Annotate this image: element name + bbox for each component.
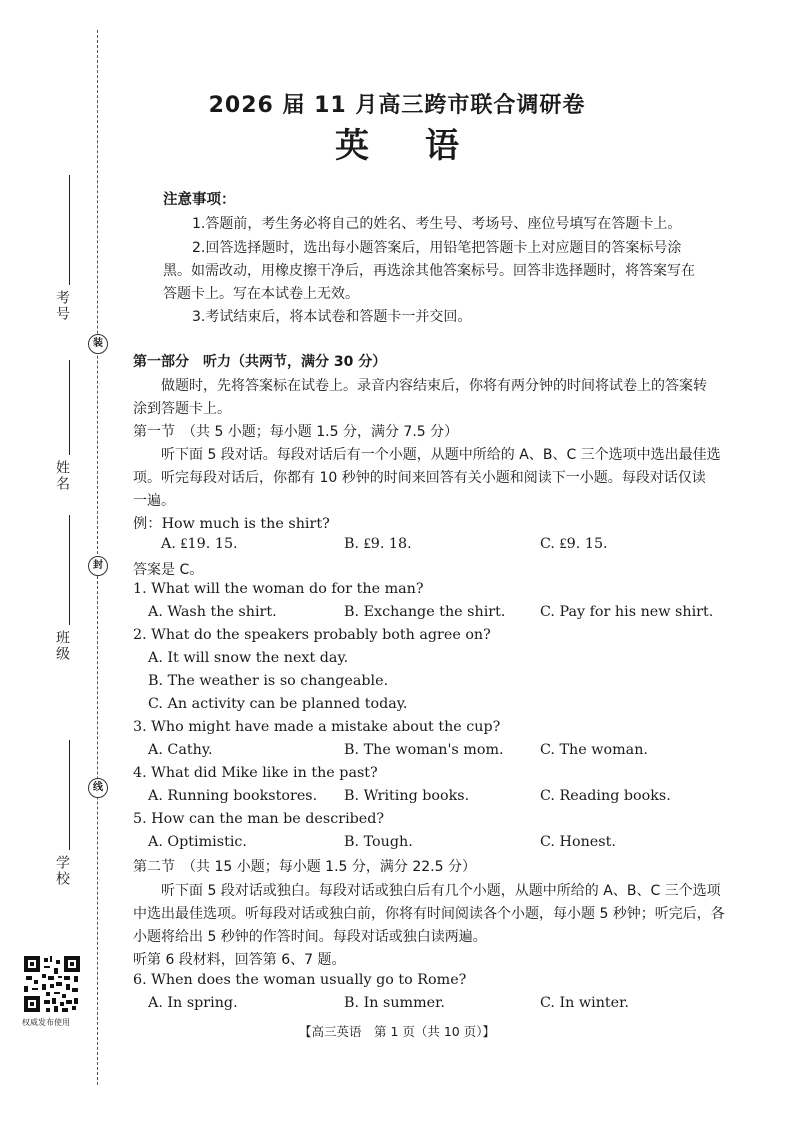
qr-caption: 权威发布使用 [22,1018,70,1027]
question-1: 1. What will the woman do for the man? [133,581,424,597]
notice-heading: 注意事项： [163,192,236,208]
q4-option-c: C. Reading books. [540,788,671,804]
q5-option-c: C. Honest. [540,834,616,850]
exam-number-label: 考号 [54,290,70,322]
name-label: 姓名 [54,460,70,492]
q2-option-a: A. It will snow the next day. [148,650,349,666]
exam-number-line [69,175,70,285]
part1-intro-line-1: 做题时，先将答案标在试卷上。录音内容结束后，你将有两分钟的时间将试卷上的答案转 [161,378,707,394]
section1-instructions-line-2: 项。听完每段对话后，你都有 10 秒钟的时间来回答有关小题和阅读下一小题。每段对话仅读 [133,470,706,486]
class-line [69,515,70,625]
section1-instructions-line-1: 听下面 5 段对话。每段对话后有一个小题，从题中所给的 A、B、C 三个选项中选出最佳选 [161,447,721,463]
part1-heading: 第一部分 听力（共两节，满分 30 分） [133,354,387,370]
q2-option-c: C. An activity can be planned today. [148,696,408,712]
subject-title: 英语 [335,126,515,166]
notice-item-2-line-2: 黑。如需改动，用橡皮擦干净后，再选涂其他答案标号。回答非选择题时，将答案写在 [163,263,695,279]
material-6-heading: 听第 6 段材料，回答第 6、7 题。 [133,952,346,968]
question-3: 3. Who might have made a mistake about the cup? [133,719,501,735]
q6-option-b: B. In summer. [344,995,445,1011]
example-option-c: C. ₤9. 15. [540,536,608,552]
seal-xian: 线 [88,778,108,798]
example-answer: 答案是 C。 [133,562,204,578]
seal-zhuang: 装 [88,334,108,354]
exam-title: 2026 届 11 月高三跨市联合调研卷 [208,93,586,118]
q5-option-a: A. Optimistic. [148,834,247,850]
q6-option-a: A. In spring. [148,995,238,1011]
question-5: 5. How can the man be described? [133,811,385,827]
example-question: 例：How much is the shirt? [133,516,330,532]
q1-option-a: A. Wash the shirt. [148,604,277,620]
school-label: 学校 [54,855,70,887]
section2-instructions-line-2: 中选出最佳选项。听每段对话或独白前，你将有时间阅读各个小题，每小题 5 秒钟；听完后，各 [133,906,725,922]
example-option-a: A. ₤19. 15. [161,536,238,552]
q3-option-c: C. The woman. [540,742,648,758]
question-4: 4. What did Mike like in the past? [133,765,378,781]
q1-option-b: B. Exchange the shirt. [344,604,506,620]
page-footer: 【高三英语 第 1 页（共 10 页）】 [298,1024,495,1039]
section1-heading: 第一节 （共 5 小题；每小题 1.5 分，满分 7.5 分） [133,424,459,440]
section2-instructions-line-1: 听下面 5 段对话或独白。每段对话或独白后有几个小题，从题中所给的 A、B、C 三个选项 [161,883,721,899]
q2-option-b: B. The weather is so changeable. [148,673,389,689]
q1-option-c: C. Pay for his new shirt. [540,604,714,620]
example-option-b: B. ₤9. 18. [344,536,412,552]
notice-item-3: 3.考试结束后，将本试卷和答题卡一并交回。 [192,309,472,325]
notice-item-2-line-3: 答题卡上。写在本试卷上无效。 [163,286,359,302]
q3-option-a: A. Cathy. [148,742,213,758]
q4-option-b: B. Writing books. [344,788,470,804]
question-6: 6. When does the woman usually go to Rome? [133,972,467,988]
qr-code-icon [24,956,80,1012]
notice-item-2-line-1: 2.回答选择题时，选出每小题答案后，用铅笔把答题卡上对应题目的答案标号涂 [192,240,682,256]
notice-item-1: 1.答题前，考生务必将自己的姓名、考生号、考场号、座位号填写在答题卡上。 [192,216,682,232]
q6-option-c: C. In winter. [540,995,629,1011]
part1-intro-line-2: 涂到答题卡上。 [133,401,231,417]
class-label: 班级 [54,630,70,662]
name-line [69,360,70,455]
section2-heading: 第二节 （共 15 小题；每小题 1.5 分，满分 22.5 分） [133,859,476,875]
question-2: 2. What do the speakers probably both agree on? [133,627,491,643]
section1-instructions-line-3: 一遍。 [133,493,175,509]
q3-option-b: B. The woman's mom. [344,742,504,758]
q5-option-b: B. Tough. [344,834,413,850]
school-line [69,740,70,850]
q4-option-a: A. Running bookstores. [148,788,318,804]
seal-feng: 封 [88,556,108,576]
section2-instructions-line-3: 小题将给出 5 秒钟的作答时间。每段对话或独白读两遍。 [133,929,487,945]
